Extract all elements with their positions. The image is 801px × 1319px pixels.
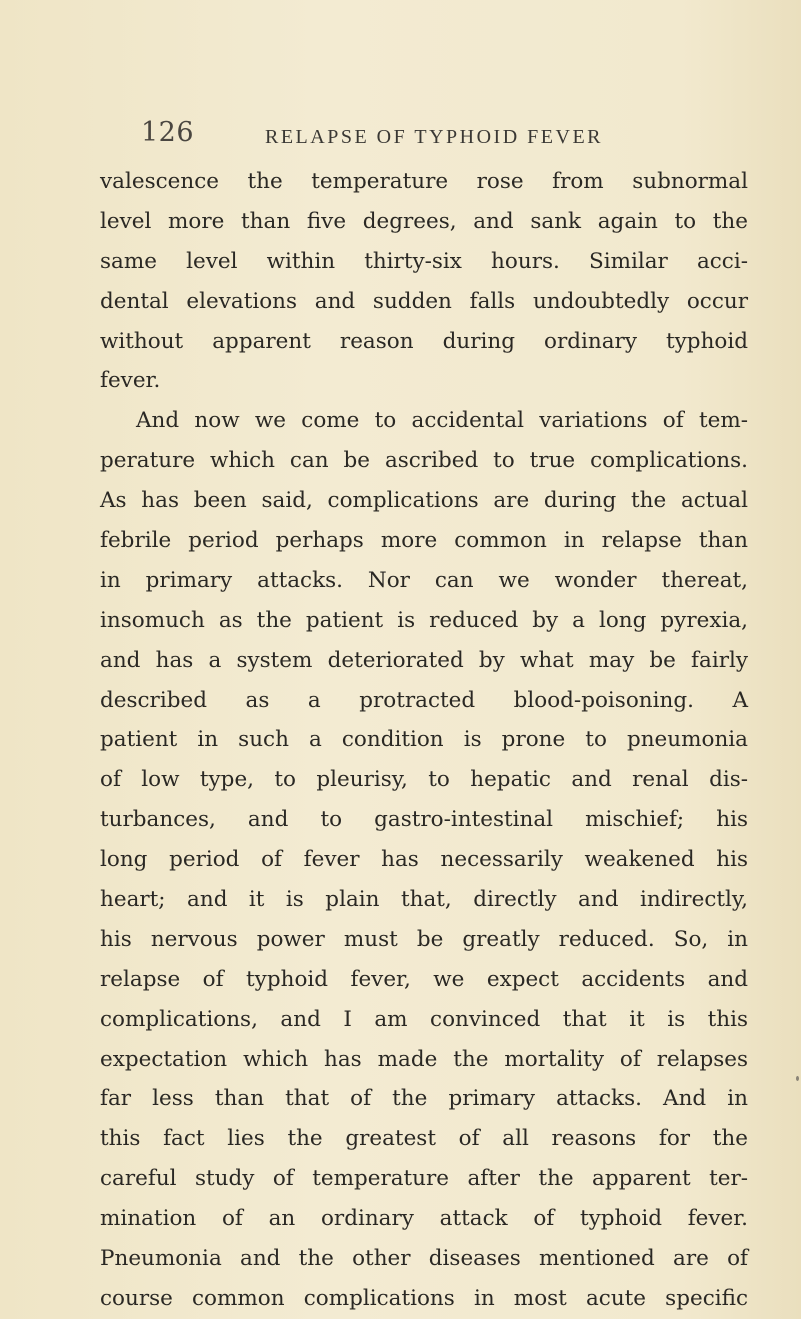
text-line: heart; and it is plain that, directly and indirectly, [100,887,748,913]
text-line: As has been said, complications are during the actual [100,488,748,514]
text-line: same level within thirty-six hours. Similar acci- [100,248,748,274]
text-line: his nervous power must be greatly reduced. So, in [100,926,748,952]
running-head: RELAPSE OF TYPHOID FEVER [265,126,603,148]
page-header [0,117,801,157]
text-line: Pneumonia and the other diseases mentioned are of [100,1246,748,1272]
text-line: of low type, to pleurisy, to hepatic and renal dis- [100,767,748,793]
text-line: in primary attacks. Nor can we wonder thereat, [100,567,748,593]
text-line: long period of fever has necessarily weakened his [100,847,748,873]
text-line: expectation which has made the mortality of relapses [100,1046,748,1072]
text-line: careful study of temperature after the apparent ter- [100,1166,748,1192]
text-line: level more than five degrees, and sank again to the [100,208,748,234]
text-line: patient in such a condition is prone to pneumonia [100,727,748,753]
text-line: insomuch as the patient is reduced by a long pyrexia, [100,607,748,633]
text-line: mination of an ordinary attack of typhoid fever. [100,1206,748,1232]
text-line: course common complications in most acute specific [100,1285,748,1311]
text-line: fever. [100,368,161,394]
ink-speck [796,1076,799,1081]
text-line: febrile period perhaps more common in relapse than [100,528,748,554]
text-line: this fact lies the greatest of all reasons for the [100,1126,748,1152]
text-line: relapse of typhoid fever, we expect accidents and [100,966,748,992]
text-line: dental elevations and sudden falls undoubtedly occur [100,288,748,314]
text-line: perature which can be ascribed to true complications. [100,448,748,474]
body-text [100,162,748,1319]
text-line: far less than that of the primary attacks. And in [100,1086,748,1112]
text-line: described as a protracted blood-poisoning. A [100,687,748,713]
text-line: valescence the temperature rose from subnormal [100,169,748,194]
text-line: without apparent reason during ordinary typhoid [100,328,748,354]
text-line: And now we come to accidental variations of tem- [136,408,748,434]
page-number: 126 [141,117,195,148]
text-line: and has a system deteriorated by what may be fairly [100,647,748,673]
text-line: complications, and I am convinced that it is this [100,1006,748,1032]
text-line: turbances, and to gastro-intestinal mischief; his [100,807,748,833]
